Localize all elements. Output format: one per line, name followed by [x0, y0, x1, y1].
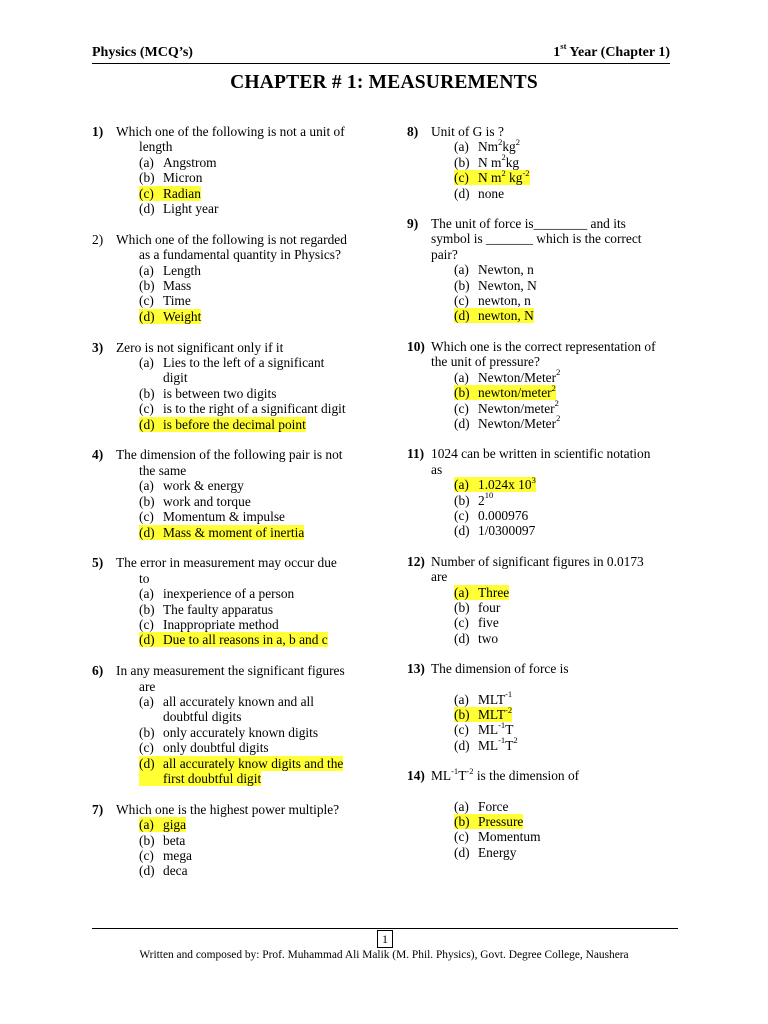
option-d-correct: (d) Due to all reasons in a, b and c	[139, 632, 328, 648]
question-10: 10) Which one is the correct representation of the unit of pressure? (a) Newton/Meter$^2$ (b) newton/meter$^2$ (c) Newton/meter$^2$ (d) Newton/Meter$^2$	[407, 339, 685, 431]
option-a: (a) inexperience of a person	[139, 586, 295, 602]
option-b: (b) beta	[139, 832, 186, 848]
option-c: (c) mega	[139, 848, 192, 863]
question-text: Zero is not significant only if it	[116, 339, 284, 355]
option-d: (d) Light year	[139, 201, 219, 217]
option-d-correct: (d) newton, N	[454, 308, 534, 324]
option-c: (c) Momentum & impulse	[139, 509, 285, 525]
option-d-correct: (d) all accurately know digits and the	[139, 755, 344, 771]
question-8: 8) Unit of G is ? (a) $Nm^2kg^2$ (b) N $m^2kg$ (c) N $m^2$ $kg^{-2}$ (d) none	[407, 124, 685, 201]
option-b: (b) $2^{10}$	[454, 490, 494, 508]
option-d: (d) 1/0300097	[454, 523, 536, 539]
option-b: (b) Mass	[139, 278, 192, 294]
option-b: (b) four	[454, 599, 501, 615]
option-a-correct: (a) giga	[139, 817, 187, 833]
question-1: 1) Which one of the following is not a unit of length (a) Angstrom (b) Micron (c) Radian (d) Light year	[92, 124, 382, 216]
question-14: 14) $ML^{-1}T^{-2}$ is the dimension of (a) Force (b) Pressure (c) Momentum (d) Energy	[407, 768, 685, 860]
option-a-continued: digit	[163, 370, 188, 386]
chapter-title: CHAPTER # 1: MEASUREMENTS	[230, 72, 538, 93]
question-4: 4) The dimension of the following pair is not the same (a) work & energy (b) work and torque (c) Momentum & impulse (d) Mass & moment of inertia	[92, 447, 382, 539]
option-b-correct: (b) $MLT^{-2}$	[454, 704, 513, 722]
option-b: (b) Micron	[139, 170, 203, 186]
option-d: (d) Energy	[454, 844, 517, 860]
option-c: (c) Inappropriate method	[139, 616, 279, 632]
option-a: (a) Angstrom	[139, 154, 217, 170]
option-b-correct: (b) newton/meter$^2$	[454, 382, 556, 401]
option-d: (d) $ML^{-1}T^2$	[454, 735, 518, 753]
option-a: (a) Newton, n	[454, 262, 534, 278]
option-b: (b) work and torque	[139, 493, 251, 509]
question-text: In any measurement the significant figures are	[116, 663, 345, 694]
option-a: (a) $MLT^{-1}$	[454, 689, 513, 707]
question-text: The unit of force is________ and its symbol is _______ which is the correct pair?	[431, 216, 642, 262]
footer-divider	[92, 928, 678, 929]
option-c: (c) five	[454, 615, 499, 631]
option-c: (c) only doubtful digits	[139, 740, 269, 756]
option-c: (c) newton, n	[454, 293, 531, 309]
option-c: (c) $ML^{-1}T$	[454, 719, 514, 738]
question-text: Number of significant figures in 0.0173 are	[431, 553, 644, 585]
option-d-correct: (d) Weight	[139, 308, 202, 324]
option-a: (a) Length	[139, 262, 201, 278]
option-b: (b) only accurately known digits	[139, 724, 319, 740]
option-c: (c) Momentum	[454, 829, 541, 845]
question-13: 13) The dimension of force is (a) $MLT^{-1}$ (b) $MLT^{-2}$ (c) $ML^{-1}T$ (d) $ML^{-1}T^2$	[407, 661, 685, 753]
question-5: 5) The error in measurement may occur due to (a) inexperience of a person (b) The faulty apparatus (c) Inappropriate method (d) Due to all reasons in a, b and c	[92, 555, 382, 647]
option-a-correct: (a) Three	[454, 584, 510, 600]
option-c-correct: (c) N $m^2$ $kg^{-2}$	[454, 167, 530, 186]
question-7: 7) Which one is the highest power multiple? (a) giga (b) beta (c) mega (d) deca	[92, 802, 382, 879]
left-question-column	[92, 124, 382, 894]
option-d: (d) Newton/Meter$^2$	[454, 413, 561, 431]
option-d-correct: (d) is before the decimal point	[139, 416, 306, 432]
question-3: 3) Zero is not significant only if it (a) Lies to the left of a significant digit (b) is between two digits (c) is to the right of a significant digit (d) is before the decimal point	[92, 340, 382, 432]
option-a: (a) Lies to the left of a significant	[139, 355, 325, 371]
header-chapter: 1st Year (Chapter 1)	[553, 41, 670, 60]
question-text: Which one of the following is not regarded as a fundamental quantity in Physics?	[116, 231, 347, 263]
question-11: 11) 1024 can be written in scientific notation as (a) 1.024x $10^3$ (b) $2^{10}$ (c) 0.000976 (d) 1/0300097	[407, 446, 685, 538]
question-text: Unit of G is ?	[431, 124, 504, 139]
footer-credit: Written and composed by: Prof. Muhammad Ali Malik (M. Phil. Physics), Govt. Degree College, Naushera	[139, 949, 629, 961]
header-divider	[92, 63, 670, 64]
question-text: The dimension of force is	[431, 661, 569, 677]
right-question-column	[407, 124, 685, 860]
header-subject: Physics (MCQ’s)	[92, 45, 193, 60]
option-a-continued: doubtful digits	[163, 709, 242, 725]
question-text: Which one is the correct representation of the unit of pressure?	[431, 338, 656, 370]
option-a: (a) work & energy	[139, 478, 244, 494]
option-d: (d) deca	[139, 863, 188, 879]
question-text: Which one is the highest power multiple?	[116, 801, 340, 817]
option-a-correct: (a) 1.024x $10^3$	[454, 474, 536, 493]
page-number: 1	[377, 930, 393, 948]
option-b: (b) N $m^2kg$	[454, 152, 520, 170]
option-c-correct: (c) Radian	[139, 185, 201, 201]
option-d-correct: (d) Mass & moment of inertia	[139, 524, 305, 540]
option-c: (c) Newton/meter$^2$	[454, 398, 559, 416]
question-text: The dimension of the following pair is not the same	[116, 447, 343, 478]
question-text: Which one of the following is not a unit of length	[116, 124, 345, 155]
question-text: 1024 can be written in scientific notation as	[431, 446, 651, 477]
question-2: 2) Which one of the following is not regarded as a fundamental quantity in Physics? (a) Length (b) Mass (c) Time (d) Weight	[92, 232, 382, 324]
option-d: (d) two	[454, 630, 499, 646]
option-d-continued: first doubtful digit	[139, 771, 382, 786]
question-6: 6) In any measurement the significant figures are (a) all accurately known and all doubtful digits (b) only accurately known digits (c) only doubtful digits (d) all accurately know digits and the first doubtful digit	[92, 663, 382, 786]
question-text: $ML^{-1}T^{-2}$ is the dimension of	[431, 765, 580, 784]
option-b: (b) The faulty apparatus	[139, 601, 274, 617]
option-c: (c) Time	[139, 293, 191, 309]
option-a: (a) Newton/Meter$^2$	[454, 367, 561, 385]
option-c: (c) 0.000976	[454, 507, 529, 523]
option-b: (b) is between two digits	[139, 385, 277, 401]
option-b-correct: (b) Pressure	[454, 814, 524, 830]
option-a: (a) Force	[454, 798, 509, 814]
option-b: (b) Newton, N	[454, 277, 537, 293]
option-a: (a) all accurately known and all	[139, 693, 314, 709]
option-d: (d) none	[454, 185, 505, 201]
option-a: (a) $Nm^2kg^2$	[454, 136, 520, 155]
question-text: The error in measurement may occur due to	[116, 555, 337, 586]
question-12: 12) Number of significant figures in 0.0173 are (a) Three (b) four (c) five (d) two	[407, 554, 685, 646]
option-c: (c) is to the right of a significant digit	[139, 401, 346, 417]
question-9: 9) The unit of force is________ and its symbol is _______ which is the correct pair? (a) Newton, n (b) Newton, N (c) newton, n (d) newton, N	[407, 216, 685, 324]
